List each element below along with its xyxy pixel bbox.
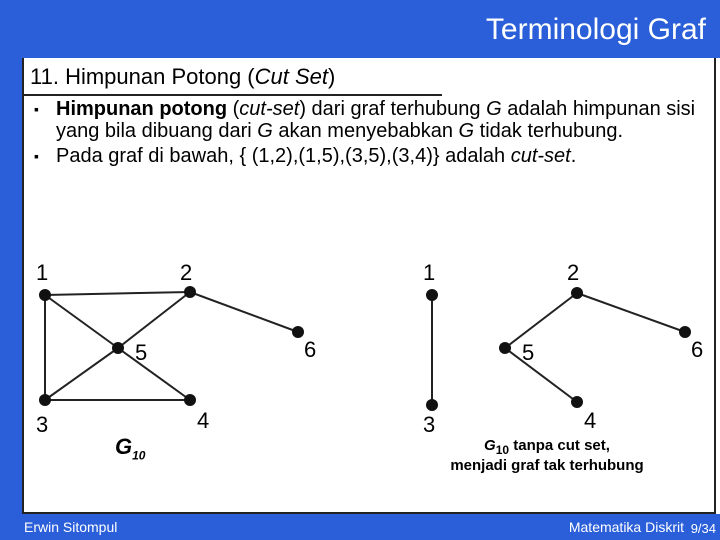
graph-diagrams <box>0 240 720 440</box>
bullet-item-example: ▪ Pada graf di bawah, { (1,2),(1,5),(3,5),(3,4)} adalah cut-set. <box>34 145 577 167</box>
node-label-3: 3 <box>36 412 49 437</box>
node-label-3: 3 <box>423 412 436 437</box>
node-label-4: 4 <box>197 408 210 433</box>
edge-3-5 <box>45 348 118 400</box>
node-label-2: 2 <box>180 260 193 285</box>
node-2 <box>184 286 196 298</box>
node-3 <box>39 394 51 406</box>
node-6 <box>292 326 304 338</box>
node-1 <box>426 289 438 301</box>
edge-2-6 <box>190 292 298 332</box>
graph-left-edges <box>45 292 298 400</box>
node-2 <box>571 287 583 299</box>
heading-divider <box>22 94 442 96</box>
section-heading: 11. Himpunan Potong (Cut Set) <box>30 64 336 89</box>
bullet-item-definition: ▪ Himpunan potong (cut-set) dari graf terhubung G adalah himpunan sisi yang bila dibuang dari G akan menyebabkan G tidak terhubung. <box>34 98 696 142</box>
slide-title: Terminologi Graf <box>485 13 706 46</box>
footer-course: Matematika Diskrit <box>568 519 684 535</box>
node-label-6: 6 <box>691 337 704 362</box>
bullet-marker-icon: ▪ <box>34 101 39 117</box>
edge-2-5 <box>505 293 577 348</box>
node-5 <box>112 342 124 354</box>
node-1 <box>39 289 51 301</box>
footer-author: Erwin Sitompul <box>24 519 118 535</box>
node-label-5: 5 <box>522 340 535 365</box>
graph-left-nodes <box>39 286 304 406</box>
node-3 <box>426 399 438 411</box>
node-5 <box>499 342 511 354</box>
node-label-5: 5 <box>135 340 148 365</box>
node-label-2: 2 <box>567 260 580 285</box>
graph-right-edges <box>432 293 685 405</box>
caption-line-2: menjadi graf tak terhubung <box>450 457 644 474</box>
bullet-marker-icon: ▪ <box>34 148 39 164</box>
graph-right-nodes <box>426 287 691 411</box>
edge-1-2 <box>45 292 190 295</box>
bullet-list <box>34 98 704 170</box>
edge-5-4 <box>118 348 190 400</box>
node-4 <box>571 396 583 408</box>
graph-left-label: $G_{10}$ <box>115 434 146 463</box>
page-number: 9/34 <box>690 521 716 536</box>
edge-2-6 <box>577 293 685 332</box>
graph-right-caption <box>412 438 682 474</box>
node-6 <box>679 326 691 338</box>
caption-line-1: $G_{10}$ tanpa cut set, <box>484 437 610 457</box>
edge-1-5 <box>45 295 118 348</box>
node-4 <box>184 394 196 406</box>
node-label-1: 1 <box>423 260 436 285</box>
node-label-6: 6 <box>304 337 317 362</box>
node-label-1: 1 <box>36 260 49 285</box>
edge-2-5 <box>118 292 190 348</box>
edge-5-4 <box>505 348 577 402</box>
node-label-4: 4 <box>584 408 597 433</box>
